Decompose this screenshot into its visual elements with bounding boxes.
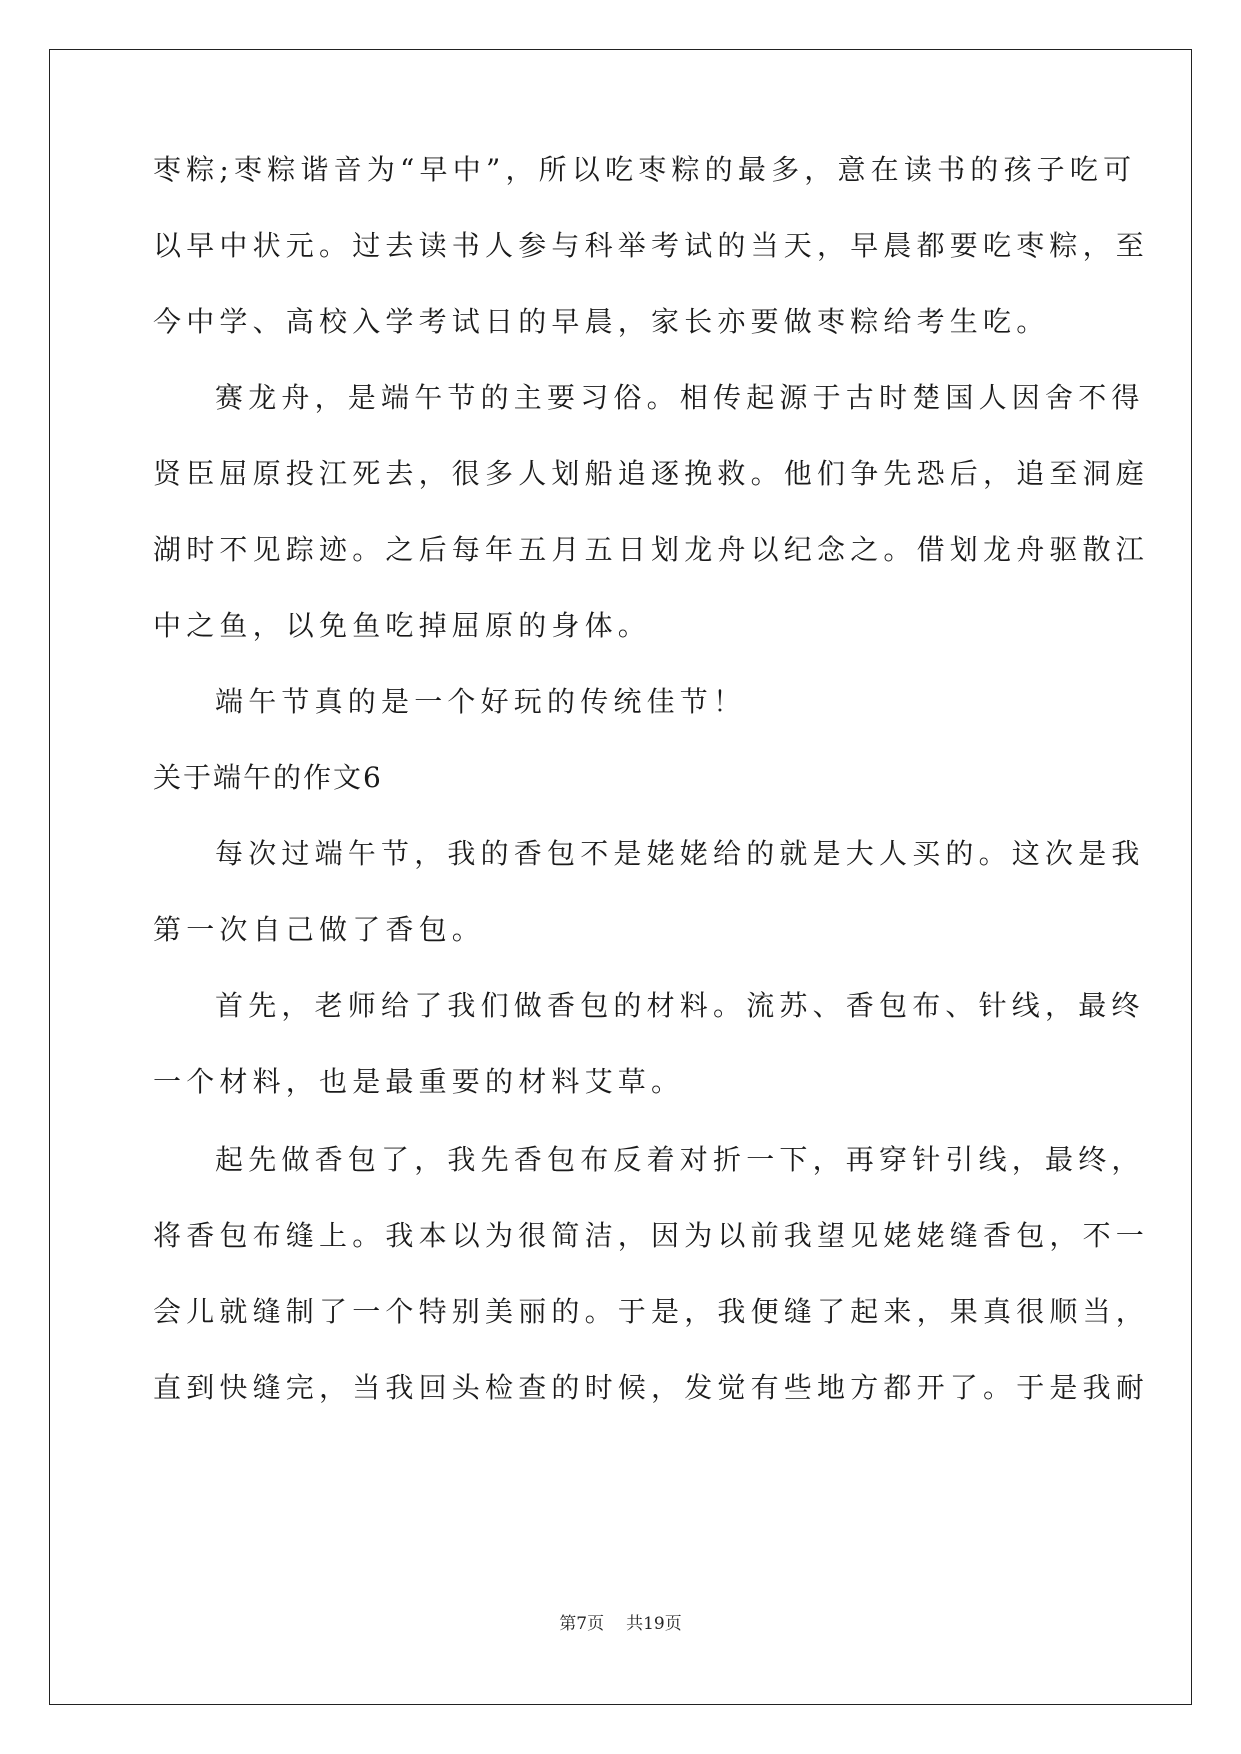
paragraph-start-line: 起先做香包了，我先香包布反着对折一下，再穿针引线，最终，	[215, 1143, 1145, 1176]
text-line: 直到快缝完，当我回头检查的时候，发觉有些地方都开了。于是我耐	[153, 1371, 1150, 1404]
text-line: 今中学、高校入学考试日的早晨，家长亦要做枣粽给考生吃。	[153, 305, 1050, 338]
text-line: 以早中状元。过去读书人参与科举考试的当天，早晨都要吃枣粽，至	[153, 229, 1150, 262]
text-line: 湖时不见踪迹。之后每年五月五日划龙舟以纪念之。借划龙舟驱散江	[153, 533, 1150, 566]
paragraph-start-line: 赛龙舟，是端午节的主要习俗。相传起源于古时楚国人因舍不得	[215, 381, 1145, 414]
text-line: 将香包布缝上。我本以为很简洁，因为以前我望见姥姥缝香包，不一	[153, 1219, 1150, 1252]
page-border	[49, 49, 1192, 1705]
text-line: 枣粽;枣粽谐音为“早中”，所以吃枣粽的最多，意在读书的孩子吃可	[153, 153, 1137, 186]
page-footer	[0, 1612, 1241, 1636]
paragraph-start-line: 每次过端午节，我的香包不是姥姥给的就是大人买的。这次是我	[215, 837, 1145, 870]
section-heading: 关于端午的作文6	[153, 761, 383, 794]
text-line: 一个材料，也是最重要的材料艾草。	[153, 1065, 685, 1098]
page-number: 第7页	[559, 1614, 605, 1634]
text-line: 会儿就缝制了一个特别美丽的。于是，我便缝了起来，果真很顺当，	[153, 1295, 1150, 1328]
page-total: 共19页	[626, 1614, 682, 1634]
text-line: 中之鱼，以免鱼吃掉屈原的身体。	[153, 609, 652, 642]
paragraph-start-line: 首先，老师给了我们做香包的材料。流苏、香包布、针线，最终	[215, 989, 1145, 1022]
text-line: 第一次自己做了香包。	[153, 913, 486, 946]
paragraph-start-line: 端午节真的是一个好玩的传统佳节！	[215, 685, 747, 718]
text-line: 贤臣屈原投江死去，很多人划船追逐挽救。他们争先恐后，追至洞庭	[153, 457, 1150, 490]
